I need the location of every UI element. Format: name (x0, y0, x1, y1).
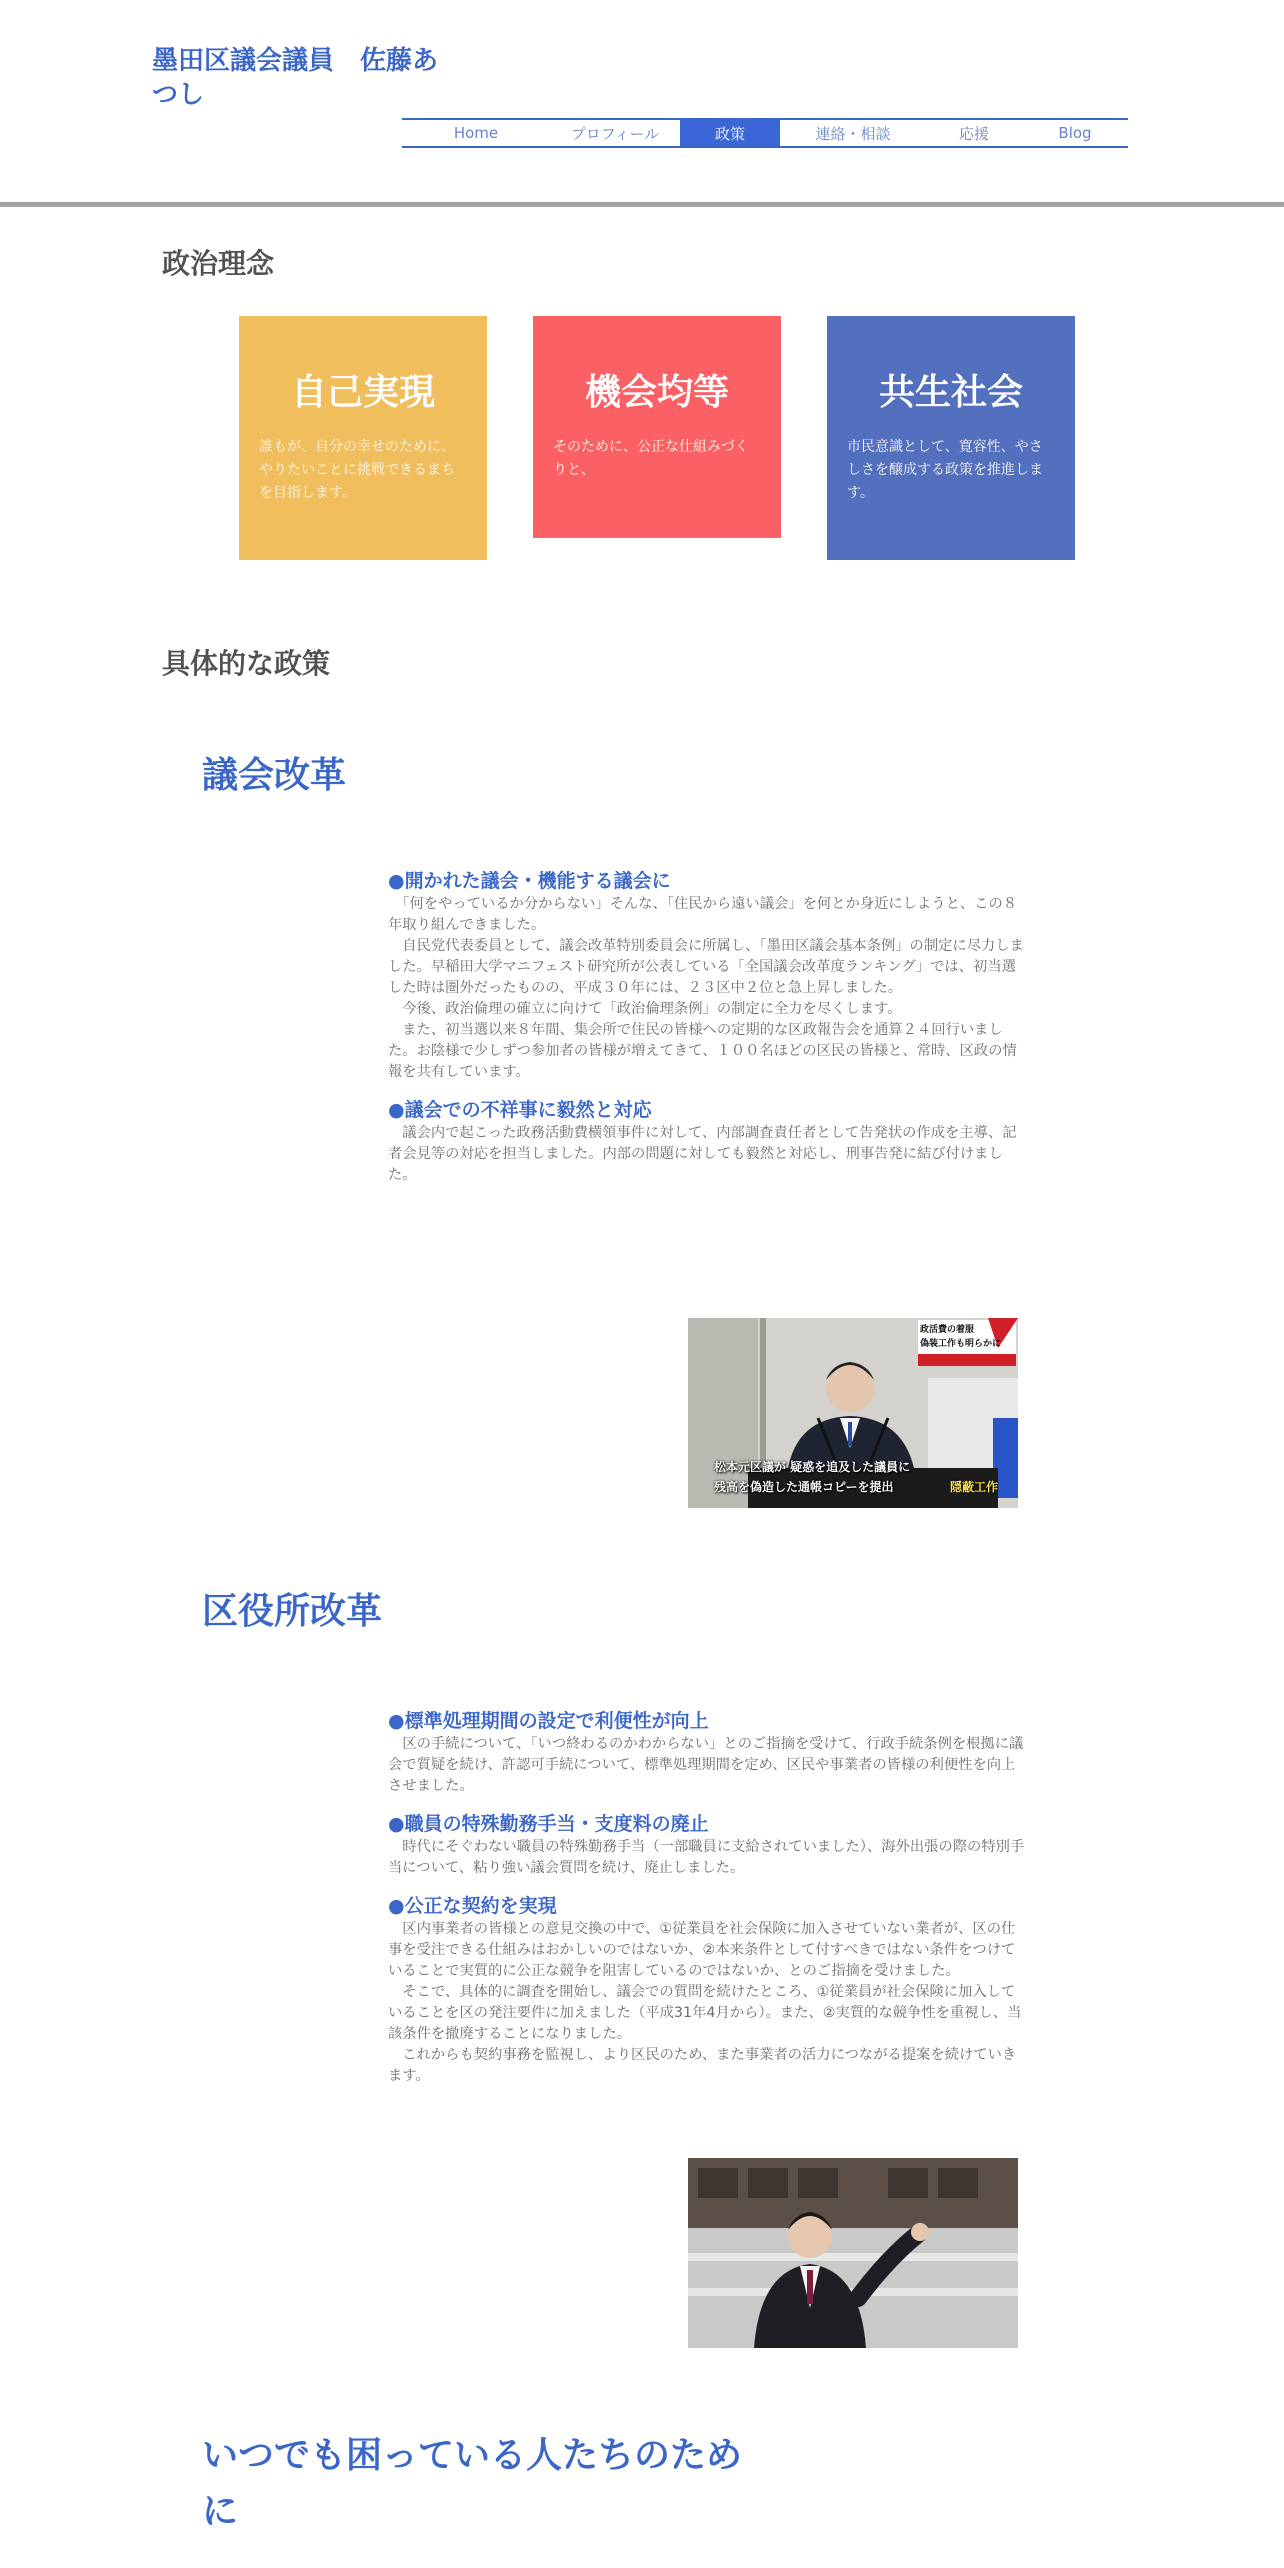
policy-item-heading: ●公正な契約を実現 (388, 1895, 557, 1917)
council-member-speaking-illustration (688, 2158, 1018, 2348)
card-title: 機会均等 (584, 372, 729, 413)
policy-item-body: 「何をやっているか分からない」そんな、「住民から遠い議会」を何とか身近にしようと、この８年取り組んできました。 自民党代表委員として、議会改革特別委員会に所属し、「墨田区議会基本条例」の制定に尽力しました。早稲田大学マニフェスト研究所が公表している「全国議会改革度ランキング」では、初当選した時は圏外だったものの、平成３０年には、２３区中２位と急上昇しました。 今後、政治倫理の確立に向けて「政治倫理条例」の制定に全力を尽くします。 また、初当選以来８年間、集会所で住民の皆様への定期的な区政報告会を通算２４回行いました。お陰様で少しずつ参加者の皆様が増えてきて、１００名ほどの区民の皆様と、常時、区政の情報を共有しています。 (388, 896, 1024, 1080)
council-reform-title: 議会改革 (202, 755, 347, 796)
nav-policy[interactable]: 政策 (680, 120, 780, 146)
nav-support[interactable]: 応援 (958, 124, 989, 143)
nav-contact[interactable]: 連絡・相談 (815, 124, 891, 143)
philosophy-heading: 政治理念 (162, 247, 275, 280)
philosophy-card-inclusive-society (827, 316, 1075, 560)
policies-heading: 具体的な政策 (162, 647, 331, 680)
council-reform-content (388, 868, 1028, 1186)
news-caption-line1: 松本元区議が 疑惑を追及した議員に (714, 1460, 911, 1474)
news-banner-line2: 偽装工作も明らかに (920, 1339, 1002, 1349)
news-banner-line1: 政活費の着服 (920, 1325, 975, 1335)
card-text: そのために、公正な仕組みづくりと、 (553, 439, 749, 478)
news-press-conference-photo (688, 1318, 1018, 1508)
card-title: 自己実現 (290, 372, 435, 413)
header-divider (0, 202, 1284, 207)
policy-item-heading: ●職員の特殊勤務手当・支度料の廃止 (388, 1813, 709, 1835)
policy-item-body: 議会内で起こった政務活動費横領事件に対して、内部調査責任者として告発状の作成を主導、記者会見等の対応を担当しました。内部の問題に対しても毅然と対応し、刑事告発に結び付けました。 (388, 1125, 1017, 1183)
philosophy-card-equal-opportunity (533, 316, 781, 538)
card-title: 共生社会 (878, 372, 1023, 413)
always-helping-title: いつでも困っている人たちのために (202, 2435, 743, 2532)
ward-office-reform-title: 区役所改革 (202, 1591, 383, 1632)
council-chamber-photo (688, 2158, 1018, 2348)
card-text: 市民意識として、寛容性、やさしさを醸成する政策を推進します。 (847, 439, 1043, 501)
policy-item-heading: ●標準処理期間の設定で利便性が向上 (388, 1710, 709, 1732)
card-text: 誰もが、自分の幸せのために、やりたいことに挑戦できるまちを目指します。 (259, 439, 455, 501)
news-caption-line2: 残高を偽造した通帳コピーを提出 (714, 1480, 894, 1494)
nav-blog[interactable]: Blog (1058, 124, 1092, 142)
nav-home[interactable]: Home (453, 124, 499, 142)
ward-office-reform-content (388, 1708, 1028, 2087)
news-caption-tag: 隠蔽工作 (950, 1480, 999, 1494)
policy-item-body: 時代にそぐわない職員の特殊勤務手当（一部職員に支給されていました）、海外出張の際の特別手当について、粘り強い議会質問を続け、廃止しました。 (388, 1839, 1025, 1876)
philosophy-card-self-realization (239, 316, 487, 560)
site-title[interactable]: 墨田区議会議員 佐藤あつし (152, 46, 439, 110)
policy-item-heading: ●議会での不祥事に毅然と対応 (388, 1099, 652, 1121)
policy-item-body: 区の手続について、「いつ終わるのかわからない」とのご指摘を受けて、行政手続条例を根拠に議会で質疑を続け、許認可手続について、標準処理期間を定め、区民や事業者の皆様の利便性を向上させました。 (388, 1736, 1024, 1794)
main-navigation (402, 118, 1128, 148)
nav-profile[interactable]: プロフィール (570, 124, 660, 143)
policy-item-body: 区内事業者の皆様との意見交換の中で、①従業員を社会保険に加入させていない業者が、区の仕事を受注できる仕組みはおかしいのではないか、②本来条件として付すべきではない条件をつけていることで実質的に公正な競争を阻害しているのではないか、とのご指摘を受けました。 そこで、具体的に調査を開始し、議会での質問を続けたところ、①従業員が社会保険に加入していることを区の発注要件に加えました（平成31年4月から）。また、②実質的な競争性を重視し、当該条件を撤廃することになりました。 これからも契約事務を監視し、より区民のため、また事業者の活力につながる提案を続けていきます。 (388, 1921, 1022, 2084)
policy-item-heading: ●開かれた議会・機能する議会に (388, 870, 671, 892)
